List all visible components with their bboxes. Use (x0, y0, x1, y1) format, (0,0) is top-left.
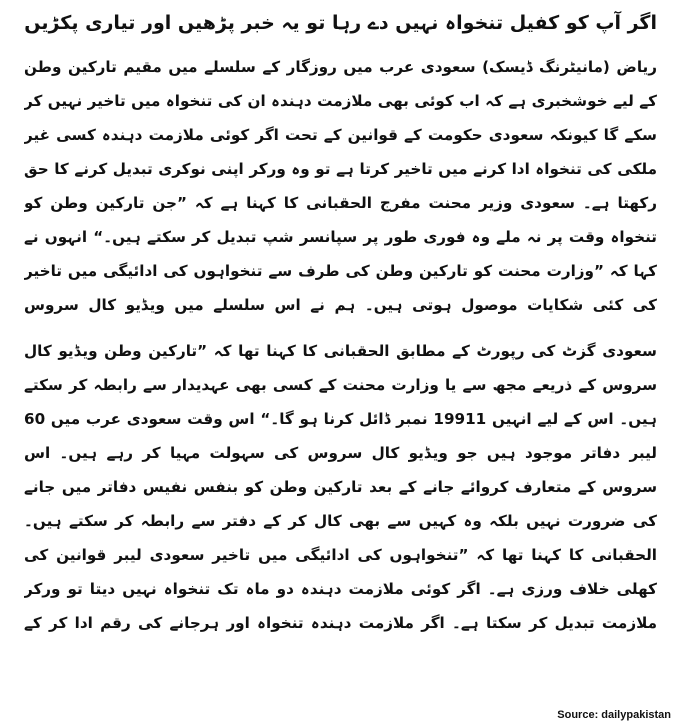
article-paragraph-2: سعودی گزٹ کی رپورٹ کے مطابق الحقبانی کا کہنا تھا کہ ”تارکین وطن ویڈیو کال سروس کے ذریعے مجھ سے یا وزارت محنت کے کسی بھی عہدیدار سے رابطہ کر سکتے ہیں۔ اس کے لیے انہیں 19911 نمبر ڈائل کرنا ہو گا۔“ اس وقت سعودی عرب میں 60 لیبر دفاتر موجود ہیں جو ویڈیو کال سروس کی سہولت مہیا کر رہے ہیں۔ اس سروس کے متعارف کروائے جانے کے بعد تارکین وطن کو بنفس نفیس دفاتر میں جانے کی ضرورت نہیں بلکہ وہ کہیں سے بھی کال کر کے دفتر سے رابطہ کر سکتے ہیں۔ الحقبانی کا کہنا تھا کہ ”تنخواہوں کی ادائیگی میں تاخیر سعودی لیبر قوانین کی کھلی خلاف ورزی ہے۔ اگر کوئی ملازمت دہندہ دو ماہ تک تنخواہ نہیں دیتا تو ورکر ملازمت تبدیل کر سکتا ہے۔ اگر ملازمت دہندہ تنخواہ اور ہرجانے کی رقم ادا کر کے (24, 342, 657, 632)
article-paragraph-1: ریاض (مانیٹرنگ ڈیسک) سعودی عرب میں روزگار کے سلسلے میں مقیم تارکین وطن کے لیے خوشخبری ہے کہ اب کوئی بھی ملازمت دہندہ ان کی تنخواہ میں تاخیر نہیں کر سکے گا کیونکہ سعودی حکومت کے قوانین کے تحت اگر کوئی ملازمت دہندہ کسی غیر ملکی کی تنخواہ ادا کرنے میں تاخیر کرتا ہے تو وہ ورکر اپنی نوکری تبدیل کرنے کا حق رکھتا ہے۔ سعودی وزیر محنت مفرج الحقبانی کا کہنا ہے کہ ”جن تارکین وطن کو تنخواہ وقت پر نہ ملے وہ فوری طور پر سپانسر شپ تبدیل کر سکتے ہیں۔“ انہوں نے کہا کہ ”وزارت محنت کو تارکین وطن کی طرف سے تنخواہوں کی ادائیگی میں تاخیر کی کئی شکایات موصول ہوتی ہیں۔ ہم نے اس سلسلے میں ویڈیو کال سروس (24, 58, 657, 314)
source-credit: Source: dailypakistan (557, 709, 671, 721)
article-headline: اگر آپ کو کفیل تنخواہ نہیں دے رہا تو یہ خبر پڑھیں اور تیاری پکڑیں (24, 12, 657, 34)
